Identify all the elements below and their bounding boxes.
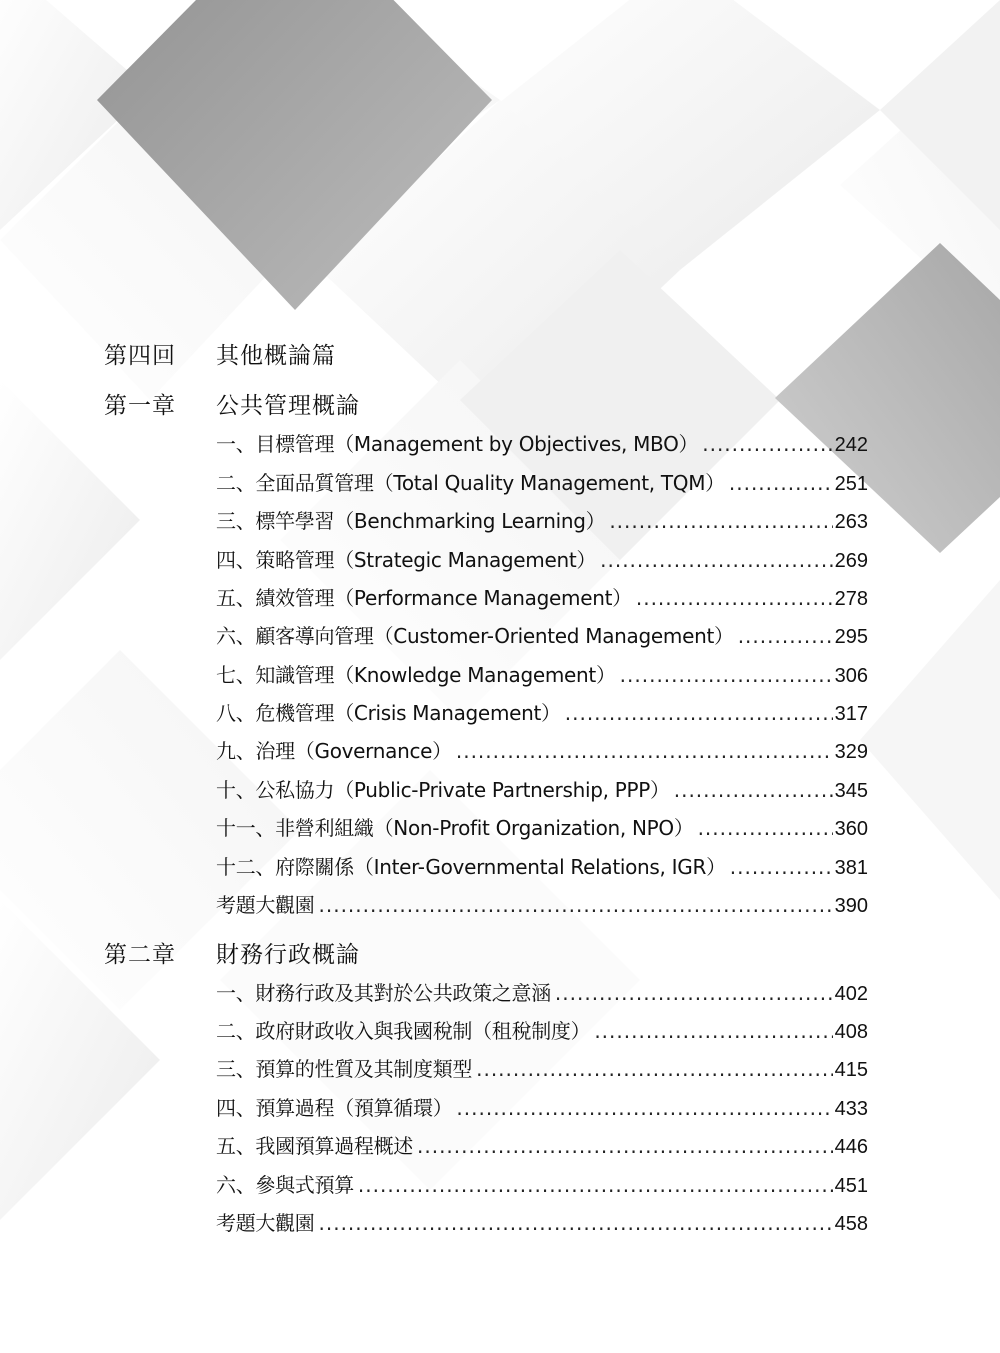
part-label: 第四回	[104, 343, 176, 369]
toc-entry-page: 317	[834, 703, 868, 725]
toc-entry[interactable]	[216, 1055, 868, 1083]
dot-leader	[319, 1209, 833, 1237]
dot-leader	[417, 1132, 833, 1160]
toc-entry-title: 二、政府財政收入與我國稅制（租稅制度）	[216, 1019, 591, 1043]
toc-entry-page: 269	[834, 550, 868, 572]
toc-entry[interactable]	[216, 584, 868, 612]
toc-entry-title: 五、我國預算過程概述	[216, 1134, 413, 1158]
chapter-title: 公共管理概論	[216, 393, 360, 419]
toc-entry-title: 三、標竿學習（Benchmarking Learning）	[216, 509, 606, 533]
dot-leader	[456, 1094, 832, 1122]
toc-entry-title: 一、財務行政及其對於公共政策之意涵	[216, 981, 551, 1005]
toc-entry[interactable]	[216, 737, 868, 765]
dot-leader	[609, 507, 832, 535]
toc-entry-page: 381	[834, 857, 868, 879]
part-heading	[104, 341, 336, 371]
toc-entry-page: 458	[834, 1213, 868, 1235]
toc-entry-page: 433	[834, 1098, 868, 1120]
dot-leader	[565, 699, 833, 727]
toc-entry-title: 九、治理（Governance）	[216, 739, 452, 763]
toc-entry-title: 三、預算的性質及其制度類型	[216, 1057, 473, 1081]
dot-leader	[674, 776, 833, 804]
chapter-label: 第二章	[104, 942, 176, 968]
toc-entry[interactable]	[216, 661, 868, 689]
toc-entry[interactable]	[216, 699, 868, 727]
toc-entry-title: 四、策略管理（Strategic Management）	[216, 548, 597, 572]
toc-entry-page: 408	[834, 1021, 868, 1043]
dot-leader	[555, 979, 833, 1007]
dot-leader	[600, 546, 833, 574]
toc-entry[interactable]	[216, 622, 868, 650]
dot-leader	[729, 469, 833, 497]
toc-entry-title: 一、目標管理（Management by Objectives, MBO）	[216, 432, 699, 456]
dot-leader	[702, 430, 832, 458]
toc-entry-page: 295	[834, 626, 868, 648]
toc-entry-page: 251	[834, 473, 868, 495]
toc-entry-page: 329	[834, 741, 868, 763]
dot-leader	[594, 1017, 832, 1045]
toc-entry[interactable]	[216, 1209, 868, 1237]
toc-entry-title: 六、參與式預算	[216, 1173, 354, 1197]
toc-entry-title: 四、預算過程（預算循環）	[216, 1096, 453, 1120]
dot-leader	[636, 584, 833, 612]
toc-entry-page: 242	[834, 434, 868, 456]
toc-entry-title: 十二、府際關係（Inter-Governmental Relations, IGR）	[216, 855, 726, 879]
chapter-label: 第一章	[104, 393, 176, 419]
toc-entry[interactable]	[216, 1132, 868, 1160]
dot-leader	[456, 737, 833, 765]
dot-leader	[319, 891, 833, 919]
dot-leader	[476, 1055, 833, 1083]
dot-leader	[698, 814, 833, 842]
toc-entry-title: 五、績效管理（Performance Management）	[216, 586, 632, 610]
chapter-heading	[104, 940, 360, 970]
toc-entry-page: 451	[834, 1175, 868, 1197]
toc-entry-page: 390	[834, 895, 868, 917]
toc-entry[interactable]	[216, 853, 868, 881]
toc-entry-title: 考題大觀園	[216, 893, 315, 917]
chapter-title: 財務行政概論	[216, 942, 360, 968]
chapter-heading	[104, 391, 360, 421]
toc-entry-title: 考題大觀園	[216, 1211, 315, 1235]
toc-entry-page: 446	[834, 1136, 868, 1158]
toc-entry-page: 278	[834, 588, 868, 610]
toc-entry-page: 415	[834, 1059, 868, 1081]
toc-entry[interactable]	[216, 507, 868, 535]
toc-entry[interactable]	[216, 546, 868, 574]
toc-entry-page: 402	[834, 983, 868, 1005]
toc-entry[interactable]	[216, 1171, 868, 1199]
toc-entry-title: 二、全面品質管理（Total Quality Management, TQM）	[216, 471, 725, 495]
dot-leader	[358, 1171, 833, 1199]
toc-entry-page: 345	[834, 780, 868, 802]
toc-entry[interactable]	[216, 1017, 868, 1045]
toc-entry-page: 306	[834, 665, 868, 687]
part-title: 其他概論篇	[216, 343, 336, 369]
toc-entry-title: 六、顧客導向管理（Customer-Oriented Management）	[216, 624, 734, 648]
toc-entry-title: 十一、非營利組織（Non-Profit Organization, NPO）	[216, 816, 694, 840]
toc-entry[interactable]	[216, 469, 868, 497]
toc-entry[interactable]	[216, 1094, 868, 1122]
dot-leader	[738, 622, 833, 650]
toc-entry[interactable]	[216, 891, 868, 919]
toc-entry[interactable]	[216, 979, 868, 1007]
toc-entry-title: 十、公私協力（Public-Private Partnership, PPP）	[216, 778, 670, 802]
toc-entry[interactable]	[216, 776, 868, 804]
toc-entry-title: 七、知識管理（Knowledge Management）	[216, 663, 616, 687]
dot-leader	[730, 853, 833, 881]
toc-entry-page: 360	[834, 818, 868, 840]
toc-entry[interactable]	[216, 430, 868, 458]
toc-entry-title: 八、危機管理（Crisis Management）	[216, 701, 561, 725]
toc-entry[interactable]	[216, 814, 868, 842]
toc-entry-page: 263	[834, 511, 868, 533]
dot-leader	[620, 661, 833, 689]
